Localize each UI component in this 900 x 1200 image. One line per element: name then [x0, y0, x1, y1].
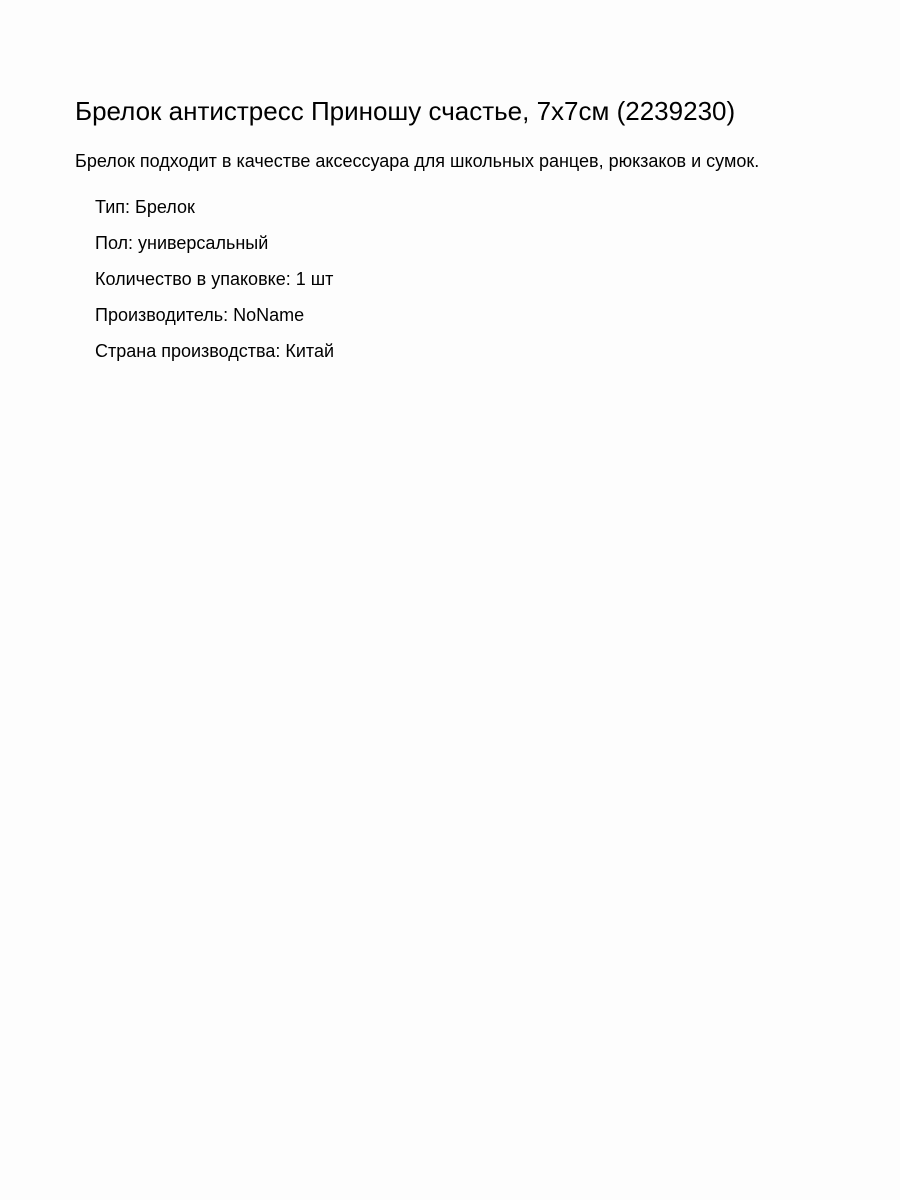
- spec-country: Страна производства: Китай: [95, 341, 335, 361]
- product-specs-list: [95, 196, 334, 376]
- spec-gender: Пол: универсальный: [95, 233, 269, 253]
- spec-package-quantity: Количество в упаковке: 1 шт: [95, 269, 334, 289]
- product-title: Брелок антистресс Приношу счастье, 7х7см (2239230): [75, 96, 736, 126]
- spec-manufacturer: Производитель: NoName: [95, 305, 305, 325]
- product-description: Брелок подходит в качестве аксессуара для школьных ранцев, рюкзаков и сумок.: [75, 151, 760, 171]
- spec-type: Тип: Брелок: [95, 197, 195, 217]
- product-content: [75, 93, 875, 361]
